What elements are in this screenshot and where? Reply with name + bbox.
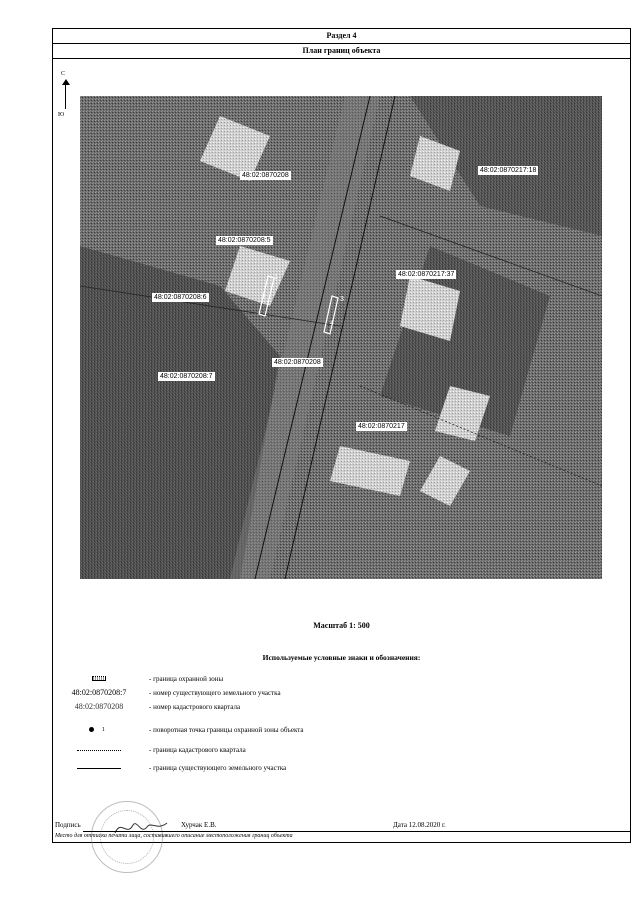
- parcel-label: 48:02:0870217:18: [480, 167, 537, 174]
- map-scale: Масштаб 1: 500: [313, 621, 370, 630]
- legend-symbol: [53, 761, 145, 775]
- legend-description: - граница охранной зоны: [149, 675, 224, 683]
- legend-description: - номер кадастрового квартала: [149, 703, 241, 711]
- legend-item: [53, 743, 630, 757]
- legend-description: - граница кадастрового квартала: [149, 746, 246, 754]
- parcel-label: 48:02:0870208:5: [218, 237, 271, 244]
- legend-symbol: [53, 672, 145, 686]
- parcel-label: 48:02:0870208:7: [160, 373, 213, 380]
- parcel-label: 48:02:0870208: [242, 172, 289, 179]
- turning-point-label: 1: [274, 274, 278, 281]
- section-header: Раздел 4: [53, 29, 630, 44]
- signer-name: Хурчак Е.В.: [181, 821, 217, 829]
- plan-title: План границ объекта: [53, 44, 630, 59]
- legend-symbol: 48:02:0870208: [74, 702, 124, 711]
- turning-point-label: 3: [340, 296, 344, 303]
- point-dot-icon: [89, 727, 94, 732]
- legend-description: - поворотная точка границы охранной зоны объекта: [149, 726, 304, 734]
- signature-line: [83, 831, 630, 832]
- legend-symbol: [53, 743, 145, 757]
- dotted-line-icon: [77, 750, 121, 751]
- signature-row: [53, 821, 630, 833]
- legend-item: [53, 761, 630, 775]
- document-frame: [52, 28, 631, 843]
- north-label: С: [61, 71, 66, 77]
- turning-point-label: 2: [262, 294, 266, 301]
- signature-label: Подпись: [55, 821, 81, 829]
- legend-title: Используемые условные знаки и обозначения:: [262, 653, 421, 662]
- legend-item: [53, 672, 630, 686]
- aerial-map[interactable]: [80, 96, 602, 579]
- legend-item: [53, 700, 630, 714]
- point-number: 1: [102, 727, 105, 733]
- solid-line-icon: [77, 768, 121, 769]
- stamp-caption: Место для оттиска печати лица, составившего описание местоположения границ объекта: [55, 833, 293, 839]
- turning-point-label: 4: [330, 320, 334, 327]
- south-label: Ю: [58, 112, 65, 118]
- signature-date: Дата 12.08.2020 г.: [393, 821, 446, 829]
- parcel-label: 48:02:0870208: [274, 359, 321, 366]
- arrow-shaft: [65, 83, 66, 109]
- north-arrow: [57, 71, 73, 121]
- legend-symbol: [53, 723, 145, 737]
- parcel-label: 48:02:0870208:6: [154, 294, 207, 301]
- legend-description: - номер существующего земельного участка: [149, 689, 281, 697]
- legend-item: [53, 723, 630, 737]
- parcel-label: 48:02:0870217: [358, 423, 405, 430]
- protection-zone-icon: [92, 676, 106, 681]
- arrow-up-icon: [62, 79, 70, 85]
- legend-item: [53, 686, 630, 700]
- legend-description: - граница существующего земельного участка: [149, 764, 287, 772]
- parcel-label: 48:02:0870217:37: [398, 271, 455, 278]
- legend-symbol: 48:02:0870208:7: [71, 688, 127, 697]
